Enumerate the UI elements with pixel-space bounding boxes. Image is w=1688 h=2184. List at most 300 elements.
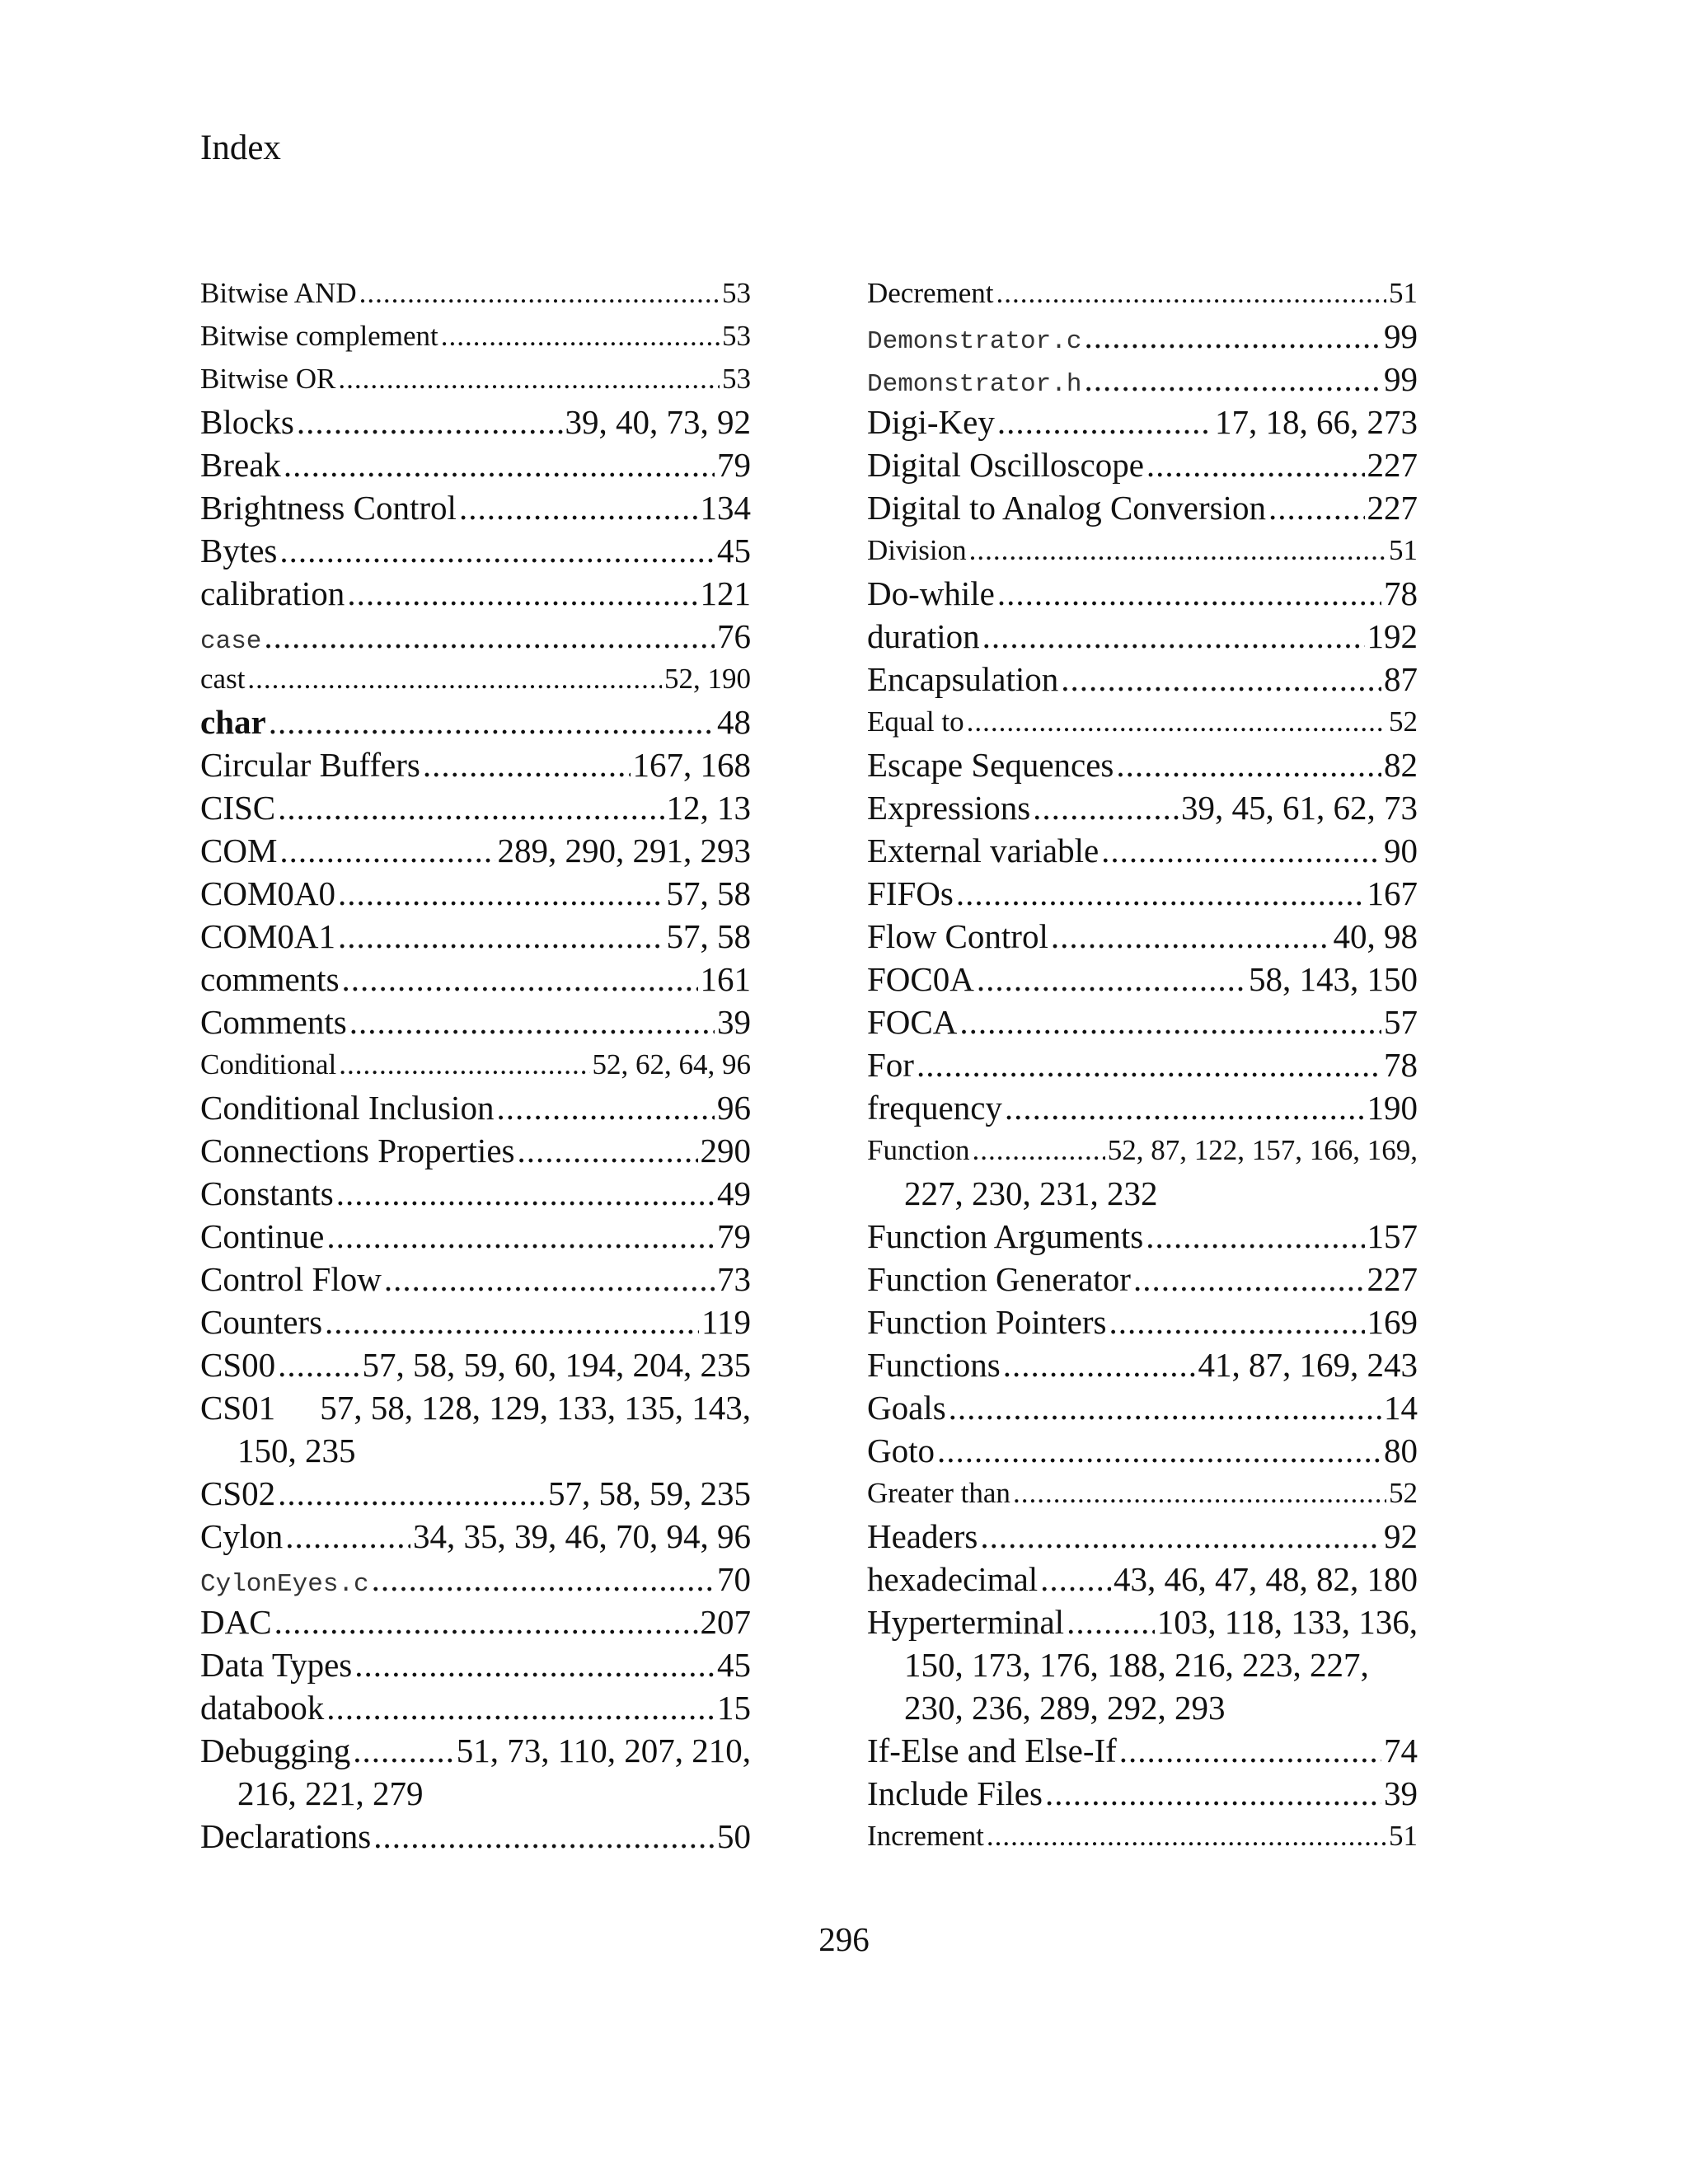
index-term: Bitwise AND bbox=[200, 277, 357, 309]
index-pages: 52 bbox=[1389, 1477, 1418, 1509]
dot-leader bbox=[1119, 1729, 1381, 1772]
dot-leader bbox=[997, 572, 1381, 615]
index-term: calibration bbox=[200, 574, 345, 612]
index-pages-continuation: 150, 235 bbox=[237, 1432, 356, 1469]
index-term: Hyperterminal bbox=[867, 1603, 1065, 1641]
index-pages: 78 bbox=[1384, 574, 1418, 612]
index-term: char bbox=[200, 703, 266, 741]
index-entry bbox=[200, 443, 751, 486]
index-entry bbox=[867, 272, 1418, 315]
index-entry-line bbox=[867, 1129, 1418, 1172]
index-term: For bbox=[867, 1046, 914, 1084]
index-term: Goto bbox=[867, 1432, 935, 1469]
index-pages: 76 bbox=[717, 617, 751, 655]
dot-leader bbox=[325, 1301, 699, 1343]
dot-leader bbox=[279, 529, 715, 572]
index-column-left bbox=[200, 272, 751, 1858]
index-term: Debugging bbox=[200, 1732, 351, 1769]
index-entry bbox=[867, 1001, 1418, 1043]
index-pages: 51 bbox=[1389, 534, 1418, 566]
index-term: COM bbox=[200, 832, 278, 869]
index-pages: 53 bbox=[722, 363, 751, 395]
index-entry bbox=[867, 1815, 1418, 1858]
index-entry bbox=[867, 743, 1418, 786]
index-entry-line bbox=[200, 1215, 751, 1258]
index-entry bbox=[200, 486, 751, 529]
index-term: CS01 bbox=[200, 1389, 276, 1427]
dot-leader bbox=[1116, 743, 1381, 786]
index-pages: 52, 87, 122, 157, 166, 169, bbox=[1107, 1134, 1418, 1166]
index-entry bbox=[200, 1172, 751, 1215]
index-term: Counters bbox=[200, 1303, 323, 1341]
index-pages: 51 bbox=[1389, 1820, 1418, 1852]
index-pages: 92 bbox=[1384, 1517, 1418, 1555]
index-entry-line bbox=[867, 529, 1418, 572]
index-entry-line bbox=[200, 1129, 751, 1172]
dot-leader bbox=[338, 872, 663, 915]
index-entry-line bbox=[867, 401, 1418, 443]
index-pages: 50 bbox=[717, 1817, 751, 1855]
index-pages: 79 bbox=[717, 446, 751, 484]
index-entry bbox=[867, 1343, 1418, 1386]
index-entry-line bbox=[867, 1772, 1418, 1815]
index-pages-continuation: 150, 173, 176, 188, 216, 223, 227, bbox=[904, 1646, 1369, 1684]
index-entry-line bbox=[867, 1729, 1418, 1772]
index-pages: 90 bbox=[1384, 832, 1418, 869]
index-entry-line bbox=[867, 872, 1418, 915]
dot-leader bbox=[353, 1729, 454, 1772]
index-pages: 15 bbox=[717, 1689, 751, 1727]
dot-leader bbox=[459, 486, 698, 529]
index-pages-continuation: 227, 230, 231, 232 bbox=[904, 1174, 1158, 1212]
index-term: Do-while bbox=[867, 574, 995, 612]
index-term: Constants bbox=[200, 1174, 334, 1212]
index-term: COM0A0 bbox=[200, 874, 336, 912]
index-entry-line bbox=[867, 958, 1418, 1001]
index-pages-continuation: 216, 221, 279 bbox=[237, 1774, 424, 1812]
index-term: duration bbox=[867, 617, 980, 655]
index-entry-line bbox=[200, 401, 751, 443]
index-entry-line bbox=[867, 915, 1418, 958]
index-term: Function bbox=[867, 1134, 970, 1166]
index-entry bbox=[200, 1558, 751, 1601]
dot-leader bbox=[987, 1815, 1386, 1858]
index-entry-line bbox=[867, 486, 1418, 529]
index-pages: 167 bbox=[1367, 874, 1418, 912]
index-entry bbox=[867, 872, 1418, 915]
index-entry bbox=[200, 1215, 751, 1258]
index-term: Comments bbox=[200, 1003, 347, 1041]
dot-leader bbox=[1003, 1343, 1196, 1386]
index-term: DAC bbox=[200, 1603, 272, 1641]
dot-leader bbox=[496, 1086, 715, 1129]
index-entry bbox=[200, 401, 751, 443]
index-term: CylonEyes.c bbox=[200, 1570, 369, 1599]
index-entry-line bbox=[200, 829, 751, 872]
index-entry-line bbox=[200, 358, 751, 401]
dot-leader bbox=[1040, 1558, 1111, 1601]
index-pages: 52 bbox=[1389, 705, 1418, 738]
index-entry-line bbox=[867, 1343, 1418, 1386]
index-entry bbox=[867, 315, 1418, 358]
index-entry-line bbox=[867, 1429, 1418, 1472]
index-term: If-Else and Else-If bbox=[867, 1732, 1117, 1769]
index-entry-line bbox=[867, 272, 1418, 315]
index-entry bbox=[200, 1343, 751, 1386]
index-entry-line bbox=[200, 315, 751, 358]
index-term: Demonstrator.h bbox=[867, 370, 1082, 399]
index-entry bbox=[200, 1729, 751, 1815]
index-entry bbox=[867, 1215, 1418, 1258]
index-entry bbox=[867, 958, 1418, 1001]
index-entry bbox=[867, 1729, 1418, 1772]
index-pages: 227 bbox=[1367, 489, 1418, 527]
index-entry bbox=[200, 358, 751, 401]
index-entry bbox=[200, 829, 751, 872]
dot-leader bbox=[996, 272, 1386, 315]
index-entry-line bbox=[200, 1729, 751, 1772]
index-pages: 57 bbox=[1384, 1003, 1418, 1041]
dot-leader bbox=[517, 1129, 697, 1172]
index-entry bbox=[200, 915, 751, 958]
index-entry bbox=[867, 786, 1418, 829]
index-pages: 73 bbox=[717, 1260, 751, 1298]
index-entry bbox=[867, 572, 1418, 615]
index-entry-line bbox=[867, 1001, 1418, 1043]
index-entry-line bbox=[200, 872, 751, 915]
index-pages: 57, 58, 59, 235 bbox=[548, 1474, 751, 1512]
index-entry-line bbox=[200, 1001, 751, 1043]
index-entry-line bbox=[200, 486, 751, 529]
index-pages: 53 bbox=[722, 320, 751, 352]
index-entry bbox=[200, 701, 751, 743]
dot-leader bbox=[347, 572, 697, 615]
index-pages: 161 bbox=[700, 960, 751, 998]
dot-leader bbox=[1109, 1301, 1364, 1343]
index-term: COM0A1 bbox=[200, 917, 336, 955]
index-entry-line bbox=[200, 1343, 751, 1386]
index-pages: 87 bbox=[1384, 660, 1418, 698]
index-term: hexadecimal bbox=[867, 1560, 1039, 1598]
index-column-right bbox=[867, 272, 1418, 1858]
index-entry-line bbox=[200, 958, 751, 1001]
index-entry bbox=[867, 1386, 1418, 1429]
dot-leader bbox=[326, 1686, 715, 1729]
index-term: Control Flow bbox=[200, 1260, 382, 1298]
index-entry bbox=[867, 1772, 1418, 1815]
index-term: Demonstrator.c bbox=[867, 327, 1082, 356]
index-entry bbox=[200, 958, 751, 1001]
index-entry-line bbox=[867, 743, 1418, 786]
index-term: Division bbox=[867, 534, 967, 566]
index-entry bbox=[200, 1515, 751, 1558]
dot-leader bbox=[977, 958, 1246, 1001]
index-term: Cylon bbox=[200, 1517, 284, 1555]
index-term: Equal to bbox=[867, 705, 964, 738]
index-entry-line bbox=[200, 1515, 751, 1558]
index-term: Decrement bbox=[867, 277, 994, 309]
index-term: Expressions bbox=[867, 789, 1031, 827]
index-entry-line bbox=[200, 1258, 751, 1301]
index-pages: 80 bbox=[1384, 1432, 1418, 1469]
dot-leader bbox=[441, 315, 720, 358]
index-pages: 82 bbox=[1384, 746, 1418, 784]
dot-leader bbox=[284, 443, 715, 486]
index-term: Include Files bbox=[867, 1774, 1043, 1812]
dot-leader bbox=[949, 1386, 1381, 1429]
index-term: Function Arguments bbox=[867, 1217, 1144, 1255]
index-term: Bitwise OR bbox=[200, 363, 336, 395]
index-entry-line bbox=[867, 1815, 1418, 1858]
index-pages: 52, 190 bbox=[664, 663, 751, 695]
index-term: Continue bbox=[200, 1217, 325, 1255]
index-entry bbox=[867, 1429, 1418, 1472]
index-entry-line bbox=[867, 786, 1418, 829]
index-entry bbox=[200, 1686, 751, 1729]
dot-leader bbox=[339, 1043, 589, 1086]
index-term: Encapsulation bbox=[867, 660, 1059, 698]
index-term: FOCA bbox=[867, 1003, 958, 1041]
page-number: 296 bbox=[818, 1920, 870, 1958]
dot-leader bbox=[342, 958, 698, 1001]
running-head: Index bbox=[200, 129, 281, 167]
index-term: Data Types bbox=[200, 1646, 353, 1684]
index-term: cast bbox=[200, 663, 246, 695]
index-entry-line bbox=[867, 315, 1418, 358]
index-entry bbox=[867, 1558, 1418, 1601]
index-term: Digi-Key bbox=[867, 403, 995, 441]
index-entry bbox=[867, 401, 1418, 443]
dot-leader bbox=[247, 658, 662, 701]
dot-leader bbox=[1084, 358, 1381, 401]
index-entry-line bbox=[867, 1472, 1418, 1515]
index-pages: 192 bbox=[1367, 617, 1418, 655]
index-pages: 70 bbox=[717, 1560, 751, 1598]
dot-leader bbox=[1061, 658, 1381, 701]
index-pages: 167, 168 bbox=[632, 746, 751, 784]
dot-leader bbox=[354, 1643, 715, 1686]
index-entry-line bbox=[200, 272, 751, 315]
index-entry-line bbox=[867, 1043, 1418, 1086]
index-entry bbox=[200, 1301, 751, 1343]
index-term: Conditional bbox=[200, 1048, 337, 1080]
dot-leader bbox=[956, 872, 1365, 915]
index-entry bbox=[200, 272, 751, 315]
index-entry-line bbox=[200, 1086, 751, 1129]
dot-leader bbox=[326, 1215, 715, 1258]
index-entry-line bbox=[200, 1301, 751, 1343]
dot-leader bbox=[338, 358, 720, 401]
index-entry bbox=[200, 315, 751, 358]
index-pages: 39, 45, 61, 62, 73 bbox=[1181, 789, 1418, 827]
index-pages: 45 bbox=[717, 1646, 751, 1684]
dot-leader bbox=[278, 1343, 359, 1386]
index-entry-line bbox=[200, 572, 751, 615]
dot-leader bbox=[359, 272, 720, 315]
dot-leader bbox=[917, 1043, 1381, 1086]
index-entry bbox=[200, 658, 751, 701]
dot-leader bbox=[937, 1429, 1381, 1472]
index-entry-line bbox=[867, 658, 1418, 701]
index-pages: 289, 290, 291, 293 bbox=[497, 832, 751, 869]
index-pages: 78 bbox=[1384, 1046, 1418, 1084]
index-pages: 41, 87, 169, 243 bbox=[1198, 1346, 1418, 1384]
index-pages: 39, 40, 73, 92 bbox=[565, 403, 751, 441]
index-entry-line bbox=[200, 443, 751, 486]
index-entry bbox=[200, 1643, 751, 1686]
dot-leader bbox=[336, 1172, 715, 1215]
dot-leader bbox=[959, 1001, 1381, 1043]
dot-leader bbox=[972, 1129, 1104, 1172]
index-term: Greater than bbox=[867, 1477, 1010, 1509]
index-entry-line bbox=[200, 915, 751, 958]
index-pages: 51, 73, 110, 207, 210, bbox=[456, 1732, 751, 1769]
index-pages-continuation: 230, 236, 289, 292, 293 bbox=[904, 1689, 1226, 1727]
index-entry bbox=[867, 1043, 1418, 1086]
dot-leader bbox=[338, 915, 663, 958]
index-entry-line bbox=[867, 1215, 1418, 1258]
index-term: Declarations bbox=[200, 1817, 372, 1855]
index-term: Break bbox=[200, 446, 281, 484]
dot-leader bbox=[274, 1601, 698, 1643]
dot-leader bbox=[372, 1558, 715, 1601]
index-entry bbox=[200, 1258, 751, 1301]
index-pages: 99 bbox=[1384, 317, 1418, 355]
index-entry bbox=[200, 1129, 751, 1172]
index-entry bbox=[867, 358, 1418, 401]
dot-leader bbox=[1045, 1772, 1381, 1815]
index-term: Bytes bbox=[200, 532, 278, 569]
index-entry-line bbox=[200, 743, 751, 786]
index-pages: 39 bbox=[717, 1003, 751, 1041]
index-entry bbox=[867, 1129, 1418, 1215]
index-term: frequency bbox=[867, 1089, 1002, 1127]
index-entry bbox=[867, 529, 1418, 572]
index-entry-line bbox=[867, 1301, 1418, 1343]
index-term: Function Generator bbox=[867, 1260, 1131, 1298]
index-pages: 207 bbox=[700, 1603, 751, 1641]
index-entry bbox=[867, 443, 1418, 486]
index-term: Brightness Control bbox=[200, 489, 457, 527]
index-term: CS00 bbox=[200, 1346, 276, 1384]
index-entry bbox=[867, 829, 1418, 872]
dot-leader bbox=[1084, 315, 1381, 358]
index-pages: 49 bbox=[717, 1174, 751, 1212]
index-term: case bbox=[200, 627, 262, 656]
index-entry-line bbox=[200, 1601, 751, 1643]
index-term: FOC0A bbox=[867, 960, 974, 998]
dot-leader bbox=[967, 701, 1386, 743]
index-term: Digital Oscilloscope bbox=[867, 446, 1144, 484]
index-entry-line bbox=[200, 1386, 751, 1429]
index-entry bbox=[867, 658, 1418, 701]
index-entry bbox=[200, 743, 751, 786]
index-term: Flow Control bbox=[867, 917, 1048, 955]
dot-leader bbox=[373, 1815, 715, 1858]
index-entry-line bbox=[200, 615, 751, 658]
index-pages: 79 bbox=[717, 1217, 751, 1255]
index-entry bbox=[200, 872, 751, 915]
index-entry-line bbox=[200, 1815, 751, 1858]
index-entry bbox=[200, 1472, 751, 1515]
index-pages: 290 bbox=[700, 1132, 751, 1169]
dot-leader bbox=[1033, 786, 1179, 829]
dot-leader bbox=[279, 829, 495, 872]
index-pages: 190 bbox=[1367, 1089, 1418, 1127]
index-entry-line bbox=[867, 1601, 1418, 1643]
index-entry-line bbox=[867, 1386, 1418, 1429]
index-pages: 74 bbox=[1384, 1732, 1418, 1769]
index-pages: 58, 143, 150 bbox=[1249, 960, 1418, 998]
index-pages: 39 bbox=[1384, 1774, 1418, 1812]
index-entry-line bbox=[867, 1515, 1418, 1558]
index-entry bbox=[200, 1086, 751, 1129]
index-entry bbox=[200, 615, 751, 658]
index-pages: 134 bbox=[700, 489, 751, 527]
index-pages: 17, 18, 66, 273 bbox=[1215, 403, 1418, 441]
index-term: FIFOs bbox=[867, 874, 954, 912]
index-term: comments bbox=[200, 960, 340, 998]
index-pages: 157 bbox=[1367, 1217, 1418, 1255]
index-entry-line bbox=[200, 1686, 751, 1729]
dot-leader bbox=[1146, 1215, 1364, 1258]
index-entry-line bbox=[867, 1086, 1418, 1129]
index-entry bbox=[867, 1258, 1418, 1301]
index-entry bbox=[200, 529, 751, 572]
dot-leader bbox=[982, 615, 1365, 658]
index-entry bbox=[200, 1386, 751, 1472]
index-entry bbox=[867, 1515, 1418, 1558]
index-pages: 34, 35, 39, 46, 70, 94, 96 bbox=[413, 1517, 751, 1555]
index-pages: 121 bbox=[700, 574, 751, 612]
index-pages: 227 bbox=[1367, 446, 1418, 484]
index-pages: 53 bbox=[722, 277, 751, 309]
index-pages: 119 bbox=[701, 1303, 751, 1341]
index-entry bbox=[867, 1086, 1418, 1129]
index-term: Function Pointers bbox=[867, 1303, 1107, 1341]
index-entry bbox=[200, 1601, 751, 1643]
index-entry-line bbox=[200, 658, 751, 701]
index-entry-line bbox=[867, 358, 1418, 401]
dot-leader bbox=[1101, 829, 1381, 872]
index-pages: 57, 58 bbox=[666, 874, 751, 912]
index-entry bbox=[200, 1001, 751, 1043]
index-entry bbox=[867, 701, 1418, 743]
dot-leader bbox=[969, 529, 1386, 572]
dot-leader bbox=[297, 401, 563, 443]
index-term: Digital to Analog Conversion bbox=[867, 489, 1266, 527]
index-entry-line bbox=[200, 1472, 751, 1515]
index-entry bbox=[867, 1472, 1418, 1515]
index-pages: 169 bbox=[1367, 1303, 1418, 1341]
dot-leader bbox=[264, 615, 715, 658]
index-entry-line bbox=[200, 1558, 751, 1601]
index-pages: 227 bbox=[1367, 1260, 1418, 1298]
index-entry bbox=[867, 1301, 1418, 1343]
dot-leader bbox=[423, 743, 631, 786]
index-pages: 103, 118, 133, 136, bbox=[1156, 1603, 1418, 1641]
index-entry-line bbox=[867, 615, 1418, 658]
index-entry-line bbox=[200, 701, 751, 743]
dot-leader bbox=[285, 1515, 410, 1558]
index-pages: 45 bbox=[717, 532, 751, 569]
index-entry bbox=[200, 1815, 751, 1858]
dot-leader bbox=[980, 1515, 1381, 1558]
index-entry-line bbox=[867, 1558, 1418, 1601]
index-term: Headers bbox=[867, 1517, 978, 1555]
index-entry bbox=[867, 1601, 1418, 1729]
dot-leader bbox=[1005, 1086, 1365, 1129]
